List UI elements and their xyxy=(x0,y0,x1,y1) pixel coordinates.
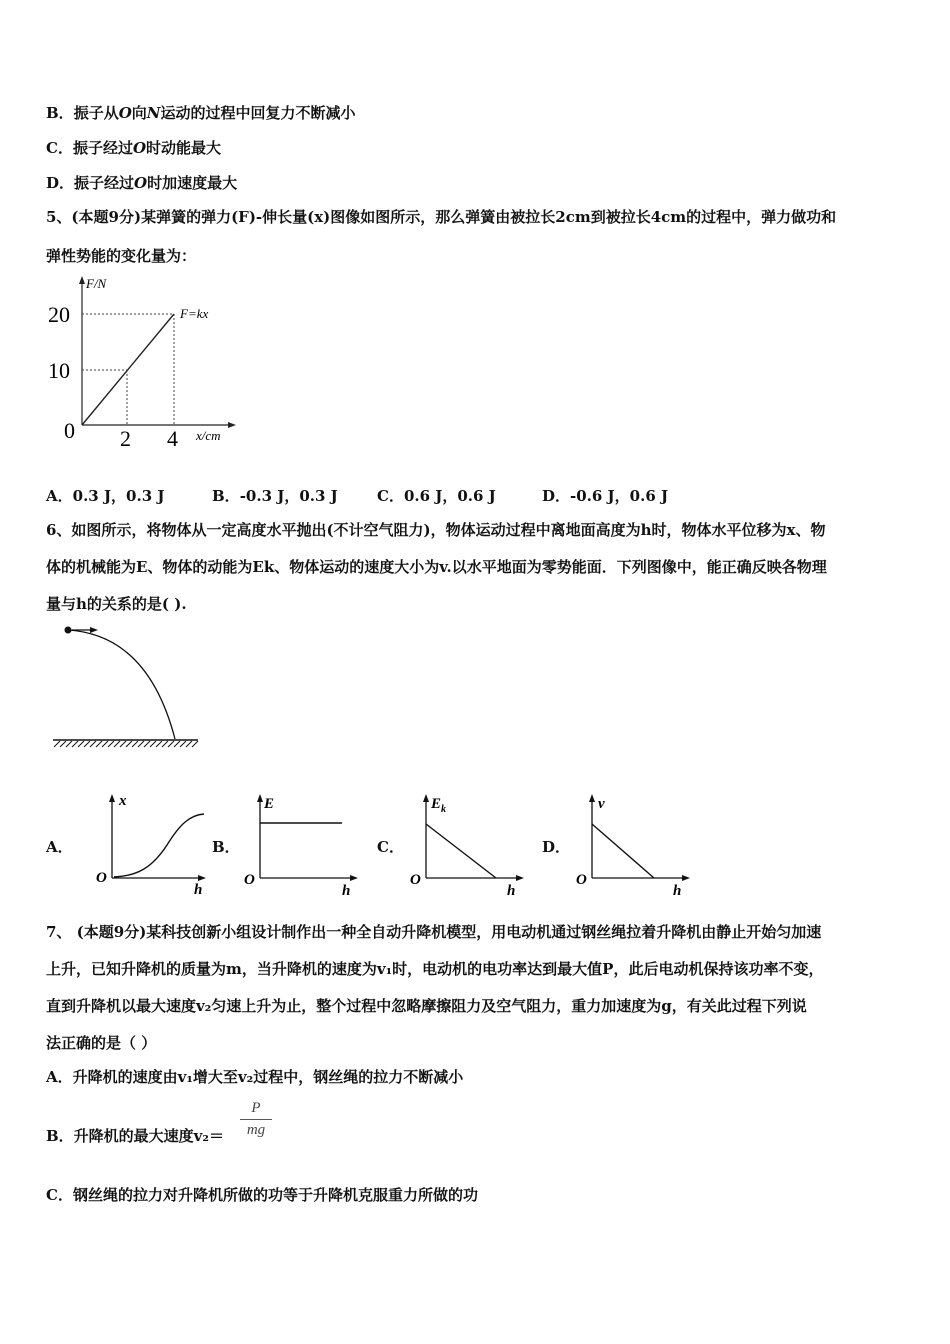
q7-option-b-fraction xyxy=(240,1100,272,1139)
q6-graph-d-y-label: v xyxy=(598,796,605,812)
q5-y-tick-20: 20 xyxy=(48,302,70,327)
q6-graph-d-x-label: h xyxy=(673,883,682,899)
q5-option-a: A．0.3 J，0.3 J xyxy=(46,487,165,505)
q6-graph-d-origin: O xyxy=(576,872,587,888)
q5-x-tick-2: 2 xyxy=(120,426,131,451)
q5-stem-line1: 5、(本题9分)某弹簧的弹力(F)-伸长量(x)图像如图所示，那么弹簧由被拉长2cm到被拉长4cm的过程中，弹力做功和 xyxy=(46,208,837,226)
q5-y-tick-10: 10 xyxy=(48,358,70,383)
q7-stem-line1: 7、 (本题9分)某科技创新小组设计制作出一种全自动升降机模型，用电动机通过钢丝绳拉着升降机由静止开始匀加速 xyxy=(46,923,822,941)
q6-option-b-label: B． xyxy=(212,838,240,856)
q5-option-c: C．0.6 J，0.6 J xyxy=(377,487,496,505)
q5-line-label: F=kx xyxy=(180,306,209,321)
q5-y-axis-label: F/N xyxy=(86,276,107,291)
q5-stem-line2: 弹性势能的变化量为： xyxy=(46,247,197,265)
q6-stem-line1: 6、如图所示，将物体从一定高度水平抛出(不计空气阻力)，物体运动过程中离地面高度为h时，物体水平位移为x、物 xyxy=(46,521,826,539)
q5-x-tick-4: 4 xyxy=(167,426,178,451)
q7-option-a: A．升降机的速度由v₁增大至v₂过程中，钢丝绳的拉力不断减小 xyxy=(46,1068,464,1086)
q5-force-extension-graph xyxy=(40,270,240,455)
q6-graph-b xyxy=(240,790,360,900)
q6-graph-c-origin: O xyxy=(410,872,421,888)
q7-fraction-numerator: P xyxy=(240,1100,272,1120)
q6-option-a-label: A． xyxy=(46,838,73,856)
q4-option-d: D．振子经过O时加速度最大 xyxy=(46,174,238,192)
q5-option-d: D．-0.6 J，0.6 J xyxy=(542,487,669,505)
q5-option-b: B．-0.3 J，0.3 J xyxy=(212,487,338,505)
q6-graph-c-y-label: $E_k$ xyxy=(431,796,447,815)
q6-graph-b-y-label: E xyxy=(264,796,275,812)
q6-graph-a-x-label: h xyxy=(194,882,203,898)
q5-x-axis-label: x/cm xyxy=(196,428,221,443)
q6-graph-d xyxy=(572,790,692,900)
q6-option-c-label: C． xyxy=(377,838,404,856)
q7-option-c: C．钢丝绳的拉力对升降机所做的功等于升降机克服重力所做的功 xyxy=(46,1186,478,1204)
q6-graph-b-x-label: h xyxy=(342,883,351,899)
q7-fraction-denominator: mg xyxy=(246,1122,266,1138)
q6-graph-b-origin: O xyxy=(244,872,255,888)
q7-stem-line4: 法正确的是（ ） xyxy=(46,1034,157,1052)
q7-option-b: B．升降机的最大速度v₂＝ xyxy=(46,1127,224,1145)
q6-graph-a-origin: O xyxy=(96,870,107,886)
q6-graph-c xyxy=(406,790,526,900)
q6-graph-a-y-label: x xyxy=(119,793,127,809)
q6-graph-c-x-label: h xyxy=(507,883,516,899)
q6-stem-line3: 量与h的关系的是( ). xyxy=(46,595,187,613)
q4-option-b: B．振子从O向N运动的过程中回复力不断减小 xyxy=(46,104,356,122)
q6-graph-a xyxy=(92,790,212,900)
q7-stem-line3: 直到升降机以最大速度v₂匀速上升为止，整个过程中忽略摩擦阻力及空气阻力，重力加速度为g，有关此过程下列说 xyxy=(46,997,807,1015)
q6-option-d-label: D． xyxy=(542,838,571,856)
q6-stem-line2: 体的机械能为E、物体的动能为Ek、物体运动的速度大小为v.以水平地面为零势能面．下列图像中，能正确反映各物理 xyxy=(46,558,827,576)
q4-option-c: C．振子经过O时动能最大 xyxy=(46,139,222,157)
q6-projectile-figure xyxy=(48,620,208,750)
q7-stem-line2: 上升，已知升降机的质量为m，当升降机的速度为v₁时，电动机的电功率达到最大值P，此后电动机保持该功率不变， xyxy=(46,960,824,978)
q5-origin-label: 0 xyxy=(64,418,75,443)
